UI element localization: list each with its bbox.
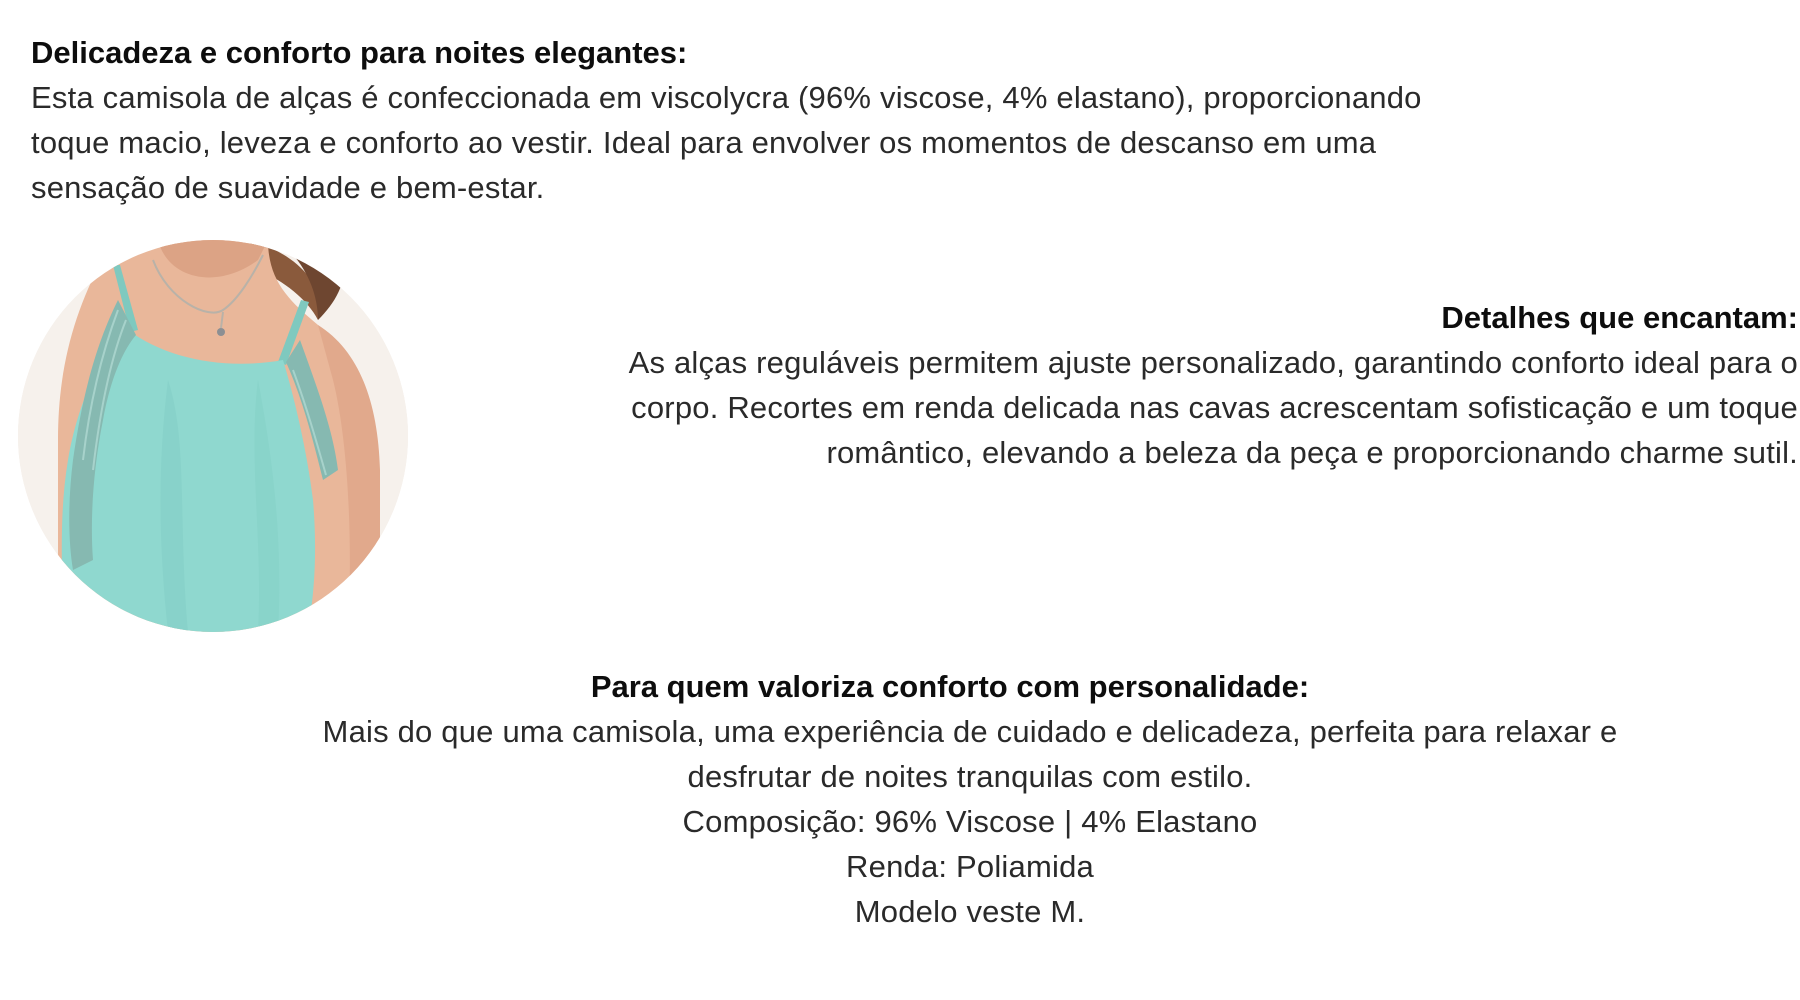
details-line-3: romântico, elevando a beleza da peça e proporcionando charme sutil. [826, 435, 1798, 470]
intro-line-2: toque macio, leveza e conforto ao vestir. Ideal para envolver os momentos de descanso em uma [31, 125, 1377, 160]
lace-material-text: Renda: Poliamida [846, 849, 1094, 884]
intro-line-3: sensação de suavidade e bem-estar. [31, 170, 545, 205]
personality-heading: Para quem valoriza conforto com personalidade: [590, 669, 1310, 704]
details-section [520, 295, 1800, 475]
model-size-text: Modelo veste M. [854, 894, 1086, 929]
intro-section [31, 30, 1591, 210]
intro-line-1: Esta camisola de alças é confeccionada em viscolycra (96% viscose, 4% elastano), proporcionando [31, 80, 1422, 115]
personality-line-2: desfrutar de noites tranquilas com estilo. [687, 759, 1253, 794]
personality-section [230, 664, 1710, 934]
details-line-1: As alças reguláveis permitem ajuste personalizado, garantindo conforto ideal para o [628, 345, 1798, 380]
details-line-2: corpo. Recortes em renda delicada nas cavas acrescentam sofisticação e um toque [631, 390, 1798, 425]
composition-text: Composição: 96% Viscose | 4% Elastano [682, 804, 1258, 839]
personality-line-1: Mais do que uma camisola, uma experiência de cuidado e delicadeza, perfeita para relaxar e [322, 714, 1618, 749]
camisole-illustration [18, 240, 408, 632]
intro-heading: Delicadeza e conforto para noites elegantes: [31, 35, 688, 70]
product-photo [18, 240, 408, 632]
details-heading: Detalhes que encantam: [1441, 300, 1798, 335]
